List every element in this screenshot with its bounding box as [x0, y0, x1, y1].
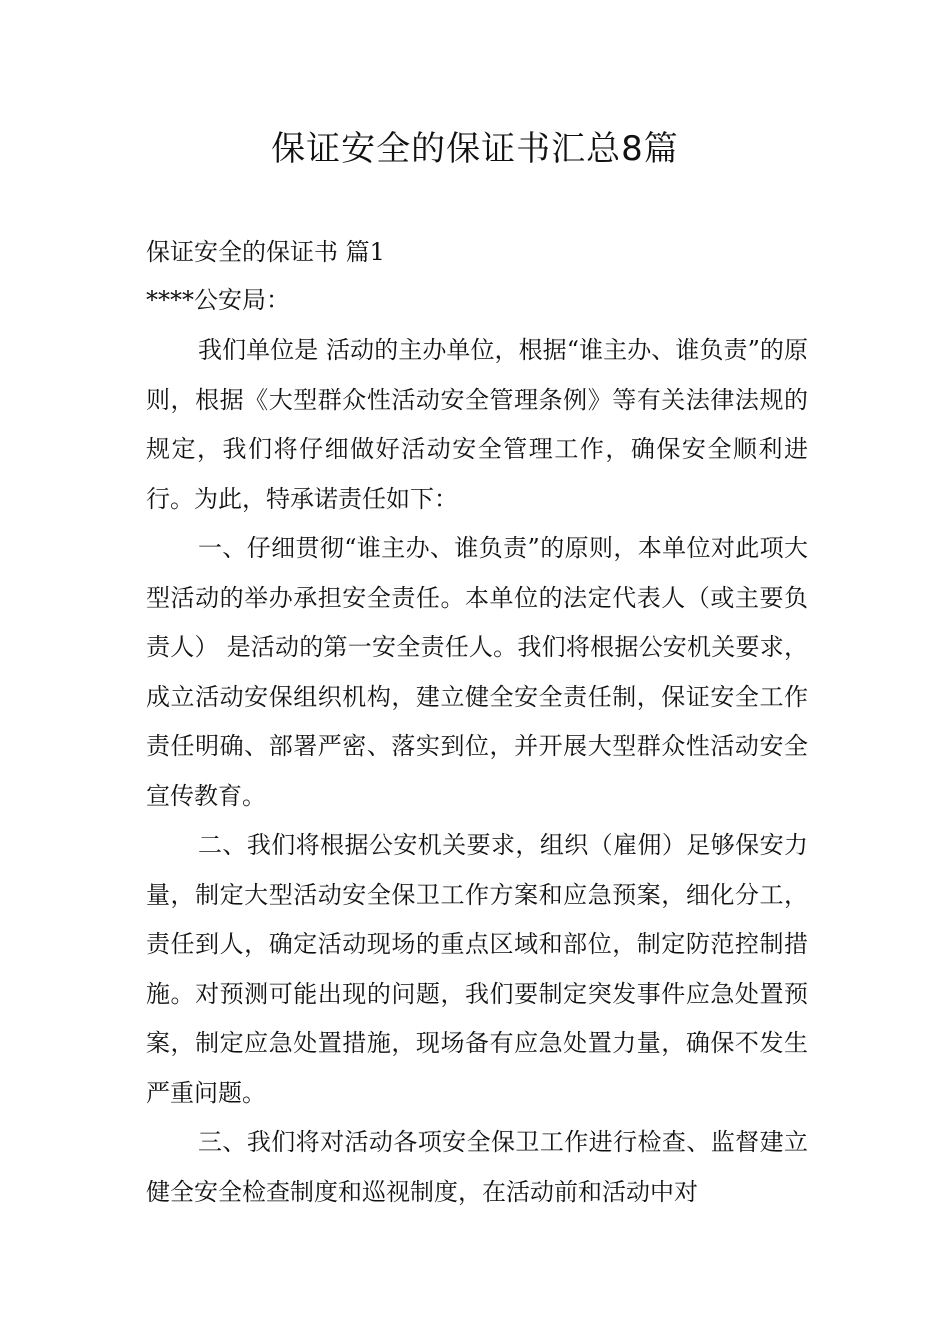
document-body	[146, 228, 808, 1217]
addressee: ****公安局：	[146, 286, 290, 314]
document-title: 保证安全的保证书汇总8篇	[271, 129, 679, 169]
paragraph-intro: 我们单位是 活动的主办单位，根据“谁主办、谁负责”的原则，根据《大型群众性活动安全管理条例》等有关法律法规的规定，我们将仔细做好活动安全管理工作，确保安全顺利进行。为此，特承诺责任如下：	[146, 336, 808, 513]
paragraph-item-2: 二、我们将根据公安机关要求，组织（雇佣）足够保安力量，制定大型活动安全保卫工作方案和应急预案，细化分工，责任到人，确定活动现场的重点区域和部位，制定防范控制措施。对预测可能出现的问题，我们要制定突发事件应急处置预案，制定应急处置措施，现场备有应急处置力量，确保不发生严重问题。	[146, 831, 808, 1107]
paragraph-item-3: 三、我们将对活动各项安全保卫工作进行检查、监督建立健全安全检查制度和巡视制度，在活动前和活动中对	[146, 1128, 808, 1206]
section-heading: 保证安全的保证书 篇1	[146, 238, 385, 266]
paragraph-item-1: 一、仔细贯彻“谁主办、谁负责”的原则，本单位对此项大型活动的举办承担安全责任。本单位的法定代表人（或主要负责人） 是活动的第一安全责任人。我们将根据公安机关要求，成立活动安保组织机构，建立健全安全责任制，保证安全工作责任明确、部署严密、落实到位，并开展大型群众性活动安全宣传教育。	[146, 534, 808, 810]
